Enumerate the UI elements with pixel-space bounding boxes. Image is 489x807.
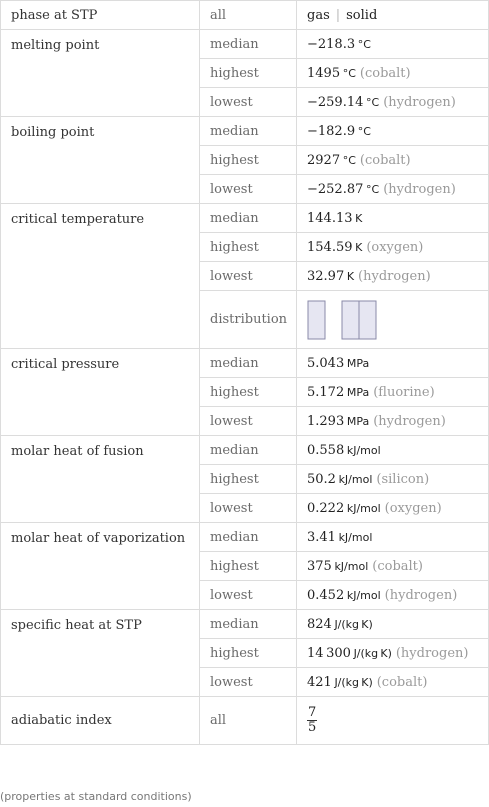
- value-number: 144.13: [307, 210, 353, 226]
- value-unit: °C: [366, 182, 380, 196]
- row-vaporization-median: [1, 523, 489, 552]
- value-cell: [297, 88, 489, 117]
- label-critical-pressure: critical pressure: [1, 349, 200, 436]
- stat-label: median: [200, 436, 297, 465]
- value-cell: [297, 30, 489, 59]
- histogram-bar: [342, 301, 359, 339]
- fraction-denominator: 5: [308, 720, 317, 735]
- element-note: (hydrogen): [383, 181, 456, 197]
- value-unit: kJ/mol: [334, 559, 369, 573]
- value-cell: [297, 610, 489, 639]
- element-note: (oxygen): [366, 239, 424, 255]
- stat-label: highest: [200, 552, 297, 581]
- value-number: −259.14: [307, 94, 364, 110]
- row-specific-heat-median: [1, 610, 489, 639]
- stat-label: highest: [200, 378, 297, 407]
- distribution-cell: [297, 291, 489, 349]
- stat-label: lowest: [200, 494, 297, 523]
- stat-label: lowest: [200, 175, 297, 204]
- label-specific-heat: specific heat at STP: [1, 610, 200, 697]
- element-note: (hydrogen): [373, 413, 446, 429]
- histogram-bar: [308, 301, 325, 339]
- value-number: 0.558: [307, 442, 345, 458]
- value-cell: [297, 494, 489, 523]
- value-cell: [297, 117, 489, 146]
- value-cell: [297, 552, 489, 581]
- value-number: 3.41: [307, 529, 336, 545]
- fraction: [307, 706, 317, 735]
- value-number: 824: [307, 616, 332, 632]
- value-cell: [297, 204, 489, 233]
- value-unit: K: [355, 211, 363, 225]
- value-unit: kJ/mol: [346, 443, 381, 457]
- phase-solid: solid: [346, 7, 378, 23]
- element-note: (cobalt): [359, 152, 411, 168]
- element-note: (cobalt): [359, 65, 411, 81]
- stat-label: median: [200, 117, 297, 146]
- histogram-bar: [359, 301, 376, 339]
- row-adiabatic-index: [1, 697, 489, 745]
- phase-gas: gas: [307, 7, 330, 23]
- value-unit: °C: [357, 124, 371, 138]
- value-cell: [297, 146, 489, 175]
- value-unit: K: [346, 269, 355, 283]
- stat-label: highest: [200, 146, 297, 175]
- label-boiling-point: boiling point: [1, 117, 200, 204]
- value-unit: °C: [342, 66, 356, 80]
- label-adiabatic-index: adiabatic index: [1, 697, 200, 745]
- element-note: (fluorine): [373, 384, 435, 400]
- value-cell: [297, 523, 489, 552]
- value-cell: [297, 262, 489, 291]
- value-number: −182.9: [307, 123, 356, 139]
- stat-phase: all: [200, 1, 297, 30]
- value-cell: [297, 668, 489, 697]
- value-unit: kJ/mol: [338, 472, 373, 486]
- row-fusion-median: [1, 436, 489, 465]
- element-note: (hydrogen): [383, 94, 456, 110]
- stat-label: lowest: [200, 581, 297, 610]
- value-number: 375: [307, 558, 332, 574]
- row-crit-press-median: [1, 349, 489, 378]
- value-cell: [297, 639, 489, 668]
- value-number: 1495: [307, 65, 341, 81]
- value-unit: MPa: [346, 414, 370, 428]
- stat-label: median: [200, 30, 297, 59]
- value-unit: J/(kg K): [353, 646, 392, 660]
- label-melting-point: melting point: [1, 30, 200, 117]
- value-unit: kJ/mol: [338, 530, 373, 544]
- label-phase: phase at STP: [1, 1, 200, 30]
- value-cell: [297, 697, 489, 745]
- label-molar-heat-fusion: molar heat of fusion: [1, 436, 200, 523]
- stat-label: median: [200, 523, 297, 552]
- value-cell: [297, 465, 489, 494]
- value-number: 154.59: [307, 239, 353, 255]
- element-note: (silicon): [376, 471, 430, 487]
- value-cell: [297, 175, 489, 204]
- value-unit: °C: [366, 95, 380, 109]
- element-note: (hydrogen): [384, 587, 458, 603]
- value-number: 5.172: [307, 384, 345, 400]
- element-note: (oxygen): [384, 500, 442, 516]
- value-number: −218.3: [307, 36, 356, 52]
- stat-label: highest: [200, 465, 297, 494]
- value-unit: MPa: [346, 356, 370, 370]
- stat-label: median: [200, 204, 297, 233]
- value-number: 0.452: [307, 587, 345, 603]
- value-unit: °C: [342, 153, 356, 167]
- value-unit: kJ/mol: [346, 588, 381, 602]
- value-number: 2927: [307, 152, 341, 168]
- value-number: 421: [307, 674, 332, 690]
- row-crit-temp-median: [1, 204, 489, 233]
- row-melting-median: [1, 30, 489, 59]
- value-phase: [297, 1, 489, 30]
- footer-note: (properties at standard conditions): [0, 790, 192, 803]
- value-cell: [297, 378, 489, 407]
- stat-label: median: [200, 349, 297, 378]
- element-note: (hydrogen): [358, 268, 431, 284]
- element-note: (hydrogen): [395, 645, 469, 661]
- label-molar-heat-vaporization: molar heat of vaporization: [1, 523, 200, 610]
- value-number: 14 300: [307, 645, 351, 661]
- element-note: (cobalt): [372, 558, 423, 574]
- value-unit: kJ/mol: [346, 501, 381, 515]
- value-unit: J/(kg K): [334, 617, 373, 631]
- value-cell: [297, 59, 489, 88]
- value-number: 32.97: [307, 268, 345, 284]
- row-boiling-median: [1, 117, 489, 146]
- value-cell: [297, 581, 489, 610]
- label-critical-temperature: critical temperature: [1, 204, 200, 349]
- stat-label: distribution: [200, 291, 297, 349]
- stat-label: highest: [200, 59, 297, 88]
- value-number: 0.222: [307, 500, 345, 516]
- fraction-numerator: 7: [308, 705, 317, 720]
- stat-label: highest: [200, 233, 297, 262]
- stat-label: lowest: [200, 88, 297, 117]
- stat-label: all: [200, 697, 297, 745]
- value-cell: [297, 407, 489, 436]
- stat-label: lowest: [200, 668, 297, 697]
- value-number: −252.87: [307, 181, 364, 197]
- value-number: 50.2: [307, 471, 336, 487]
- distribution-histogram: [307, 299, 377, 341]
- stat-label: median: [200, 610, 297, 639]
- value-unit: K: [355, 240, 363, 254]
- row-phase: [1, 1, 489, 30]
- value-cell: [297, 436, 489, 465]
- value-unit: J/(kg K): [334, 675, 373, 689]
- stat-label: lowest: [200, 262, 297, 291]
- stat-label: lowest: [200, 407, 297, 436]
- value-number: 1.293: [307, 413, 345, 429]
- value-number: 5.043: [307, 355, 345, 371]
- phase-separator: |: [335, 7, 341, 23]
- value-unit: MPa: [346, 385, 370, 399]
- element-note: (cobalt): [376, 674, 428, 690]
- value-cell: [297, 233, 489, 262]
- value-unit: °C: [357, 37, 371, 51]
- stat-label: highest: [200, 639, 297, 668]
- value-cell: [297, 349, 489, 378]
